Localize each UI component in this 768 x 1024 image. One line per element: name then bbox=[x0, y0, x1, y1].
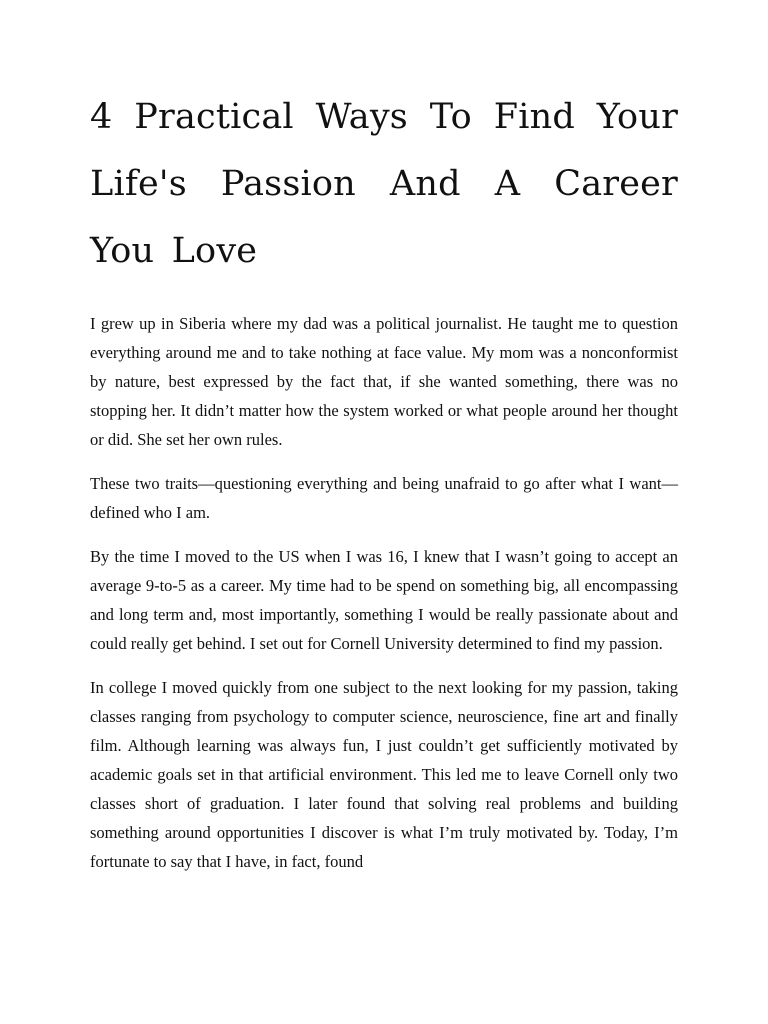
paragraph-4: In college I moved quickly from one subject to the next looking for my passion, taking classes ranging from psychology to computer science, neuroscience, fine art and finally film. Although learning was always fun, I just couldn’t get sufficiently motivated by academic goals set in that artificial environment. This led me to leave Cornell only two classes short of graduation. I later found that solving real problems and building something around opportunities I discover is what I’m truly motivated by. Today, I’m fortunate to say that I have, in fact, found bbox=[90, 678, 678, 871]
document-page bbox=[90, 84, 678, 891]
paragraph-1: I grew up in Siberia where my dad was a political journalist. He taught me to question everything around me and to take nothing at face value. My mom was a nonconformist by nature, best expressed by the fact that, if she wanted something, there was no stopping her. It didn’t matter how the system worked or what people around her thought or did. She set her own rules. bbox=[90, 314, 678, 449]
paragraph-2: These two traits—questioning everything and being unafraid to go after what I want—defined who I am. bbox=[90, 474, 678, 522]
paragraph-3: By the time I moved to the US when I was 16, I knew that I wasn’t going to accept an average 9-to-5 as a career. My time had to be spend on something big, all encompassing and long term and, most importantly, something I would be really passionate about and could really get behind. I set out for Cornell University determined to find my passion. bbox=[90, 547, 678, 653]
document-title: 4 Practical Ways To Find Your Life's Passion And A Career You Love bbox=[90, 97, 678, 271]
